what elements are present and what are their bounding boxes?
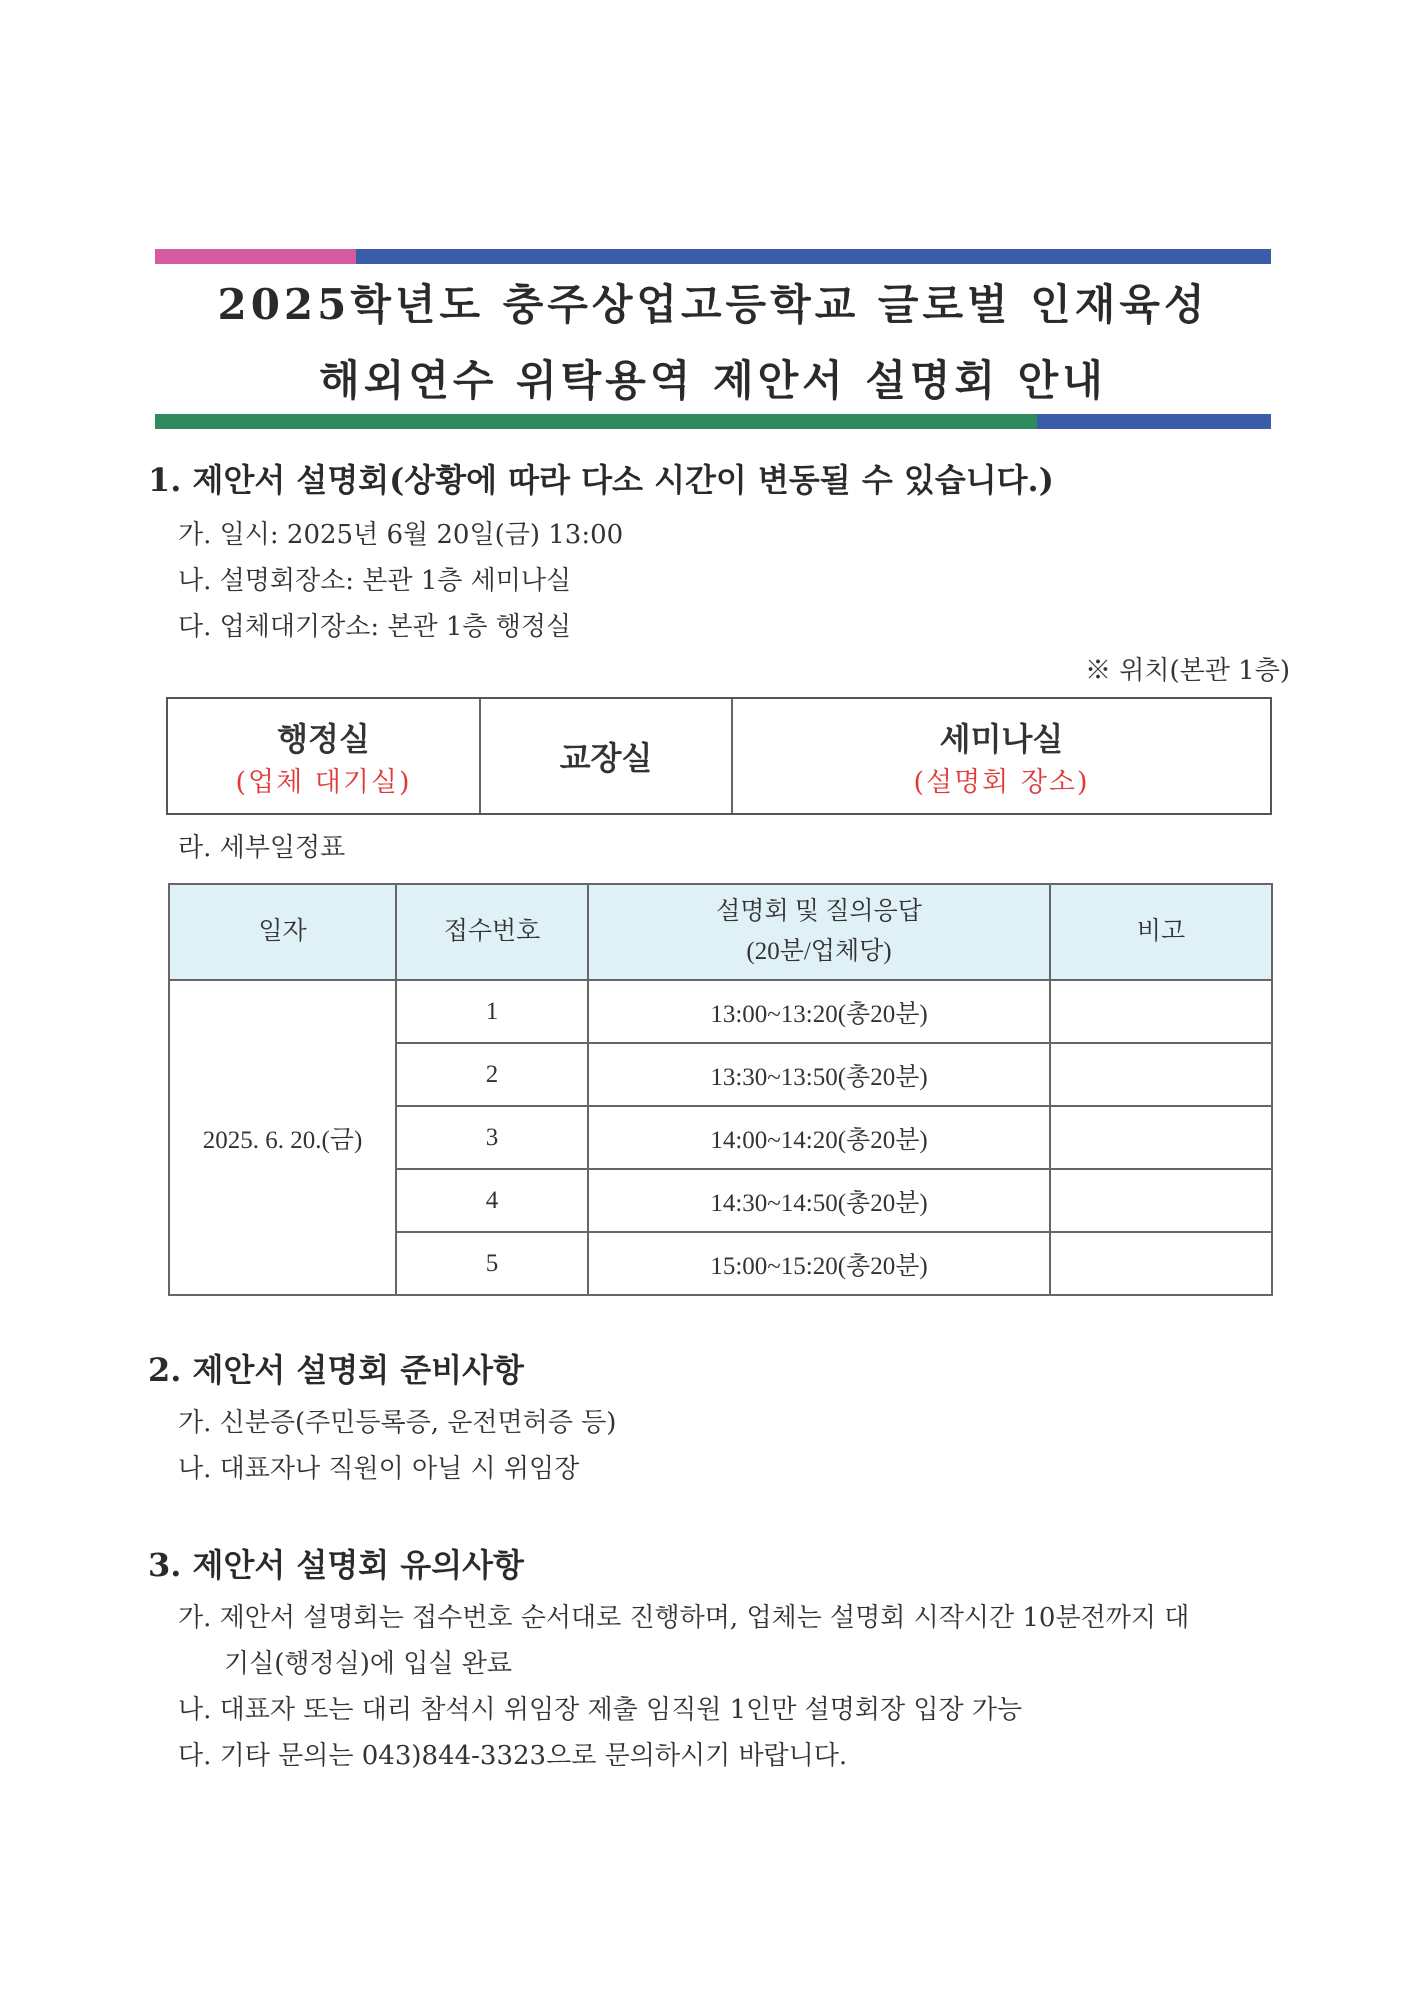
section-1-heading: 1. 제안서 설명회(상황에 따라 다소 시간이 변동될 수 있습니다.) xyxy=(148,461,1054,499)
title-line-1: 2025학년도 충주상업고등학교 글로벌 인재육성 xyxy=(217,280,1209,329)
room-admin-office xyxy=(168,699,481,813)
cell-time: 14:30~14:50(총20분) xyxy=(588,1169,1050,1232)
cell-time: 13:30~13:50(총20분) xyxy=(588,1043,1050,1106)
section-3-item-order-cont: 기실(행정실)에 입실 완료 xyxy=(224,1649,512,1679)
bar-segment-blue xyxy=(356,249,1271,264)
room-principal-office xyxy=(481,699,733,813)
room-seminar xyxy=(733,699,1270,813)
schedule-label: 라. 세부일정표 xyxy=(178,833,346,863)
cell-number: 2 xyxy=(396,1043,588,1106)
bar-segment-green xyxy=(155,414,1037,429)
section-2-item-id: 가. 신분증(주민등록증, 운전면허증 등) xyxy=(178,1408,617,1438)
cell-time: 15:00~15:20(총20분) xyxy=(588,1232,1050,1295)
cell-remarks xyxy=(1050,980,1272,1043)
section-3-item-order: 가. 제안서 설명회는 접수번호 순서대로 진행하며, 업체는 설명회 시작시간 10분전까지 대 xyxy=(178,1603,1190,1633)
header-number: 접수번호 xyxy=(396,884,588,980)
section-2-heading: 2. 제안서 설명회 준비사항 xyxy=(148,1351,524,1389)
room-sub: (설명회 장소) xyxy=(913,766,1090,798)
room-sub: (업체 대기실) xyxy=(235,766,412,798)
cell-number: 1 xyxy=(396,980,588,1043)
title-bar-top xyxy=(155,249,1271,264)
bar-segment-pink xyxy=(155,249,356,264)
cell-time: 13:00~13:20(총20분) xyxy=(588,980,1050,1043)
room-name: 행정실 xyxy=(277,719,370,758)
room-name: 교장실 xyxy=(559,739,653,777)
section-3-heading: 3. 제안서 설명회 유의사항 xyxy=(148,1546,524,1584)
cell-date: 2025. 6. 20.(금) xyxy=(169,980,396,1295)
section-3-item-attendance: 나. 대표자 또는 대리 참석시 위임장 제출 임직원 1인만 설명회장 입장 가능 xyxy=(178,1695,1023,1725)
location-note: ※ 위치(본관 1층) xyxy=(1085,656,1290,686)
header-session-sub: (20분/업체당) xyxy=(746,938,892,965)
cell-number: 4 xyxy=(396,1169,588,1232)
cell-remarks xyxy=(1050,1043,1272,1106)
section-3-item-contact: 다. 기타 문의는 043)844-3323으로 문의하시기 바랍니다. xyxy=(178,1741,848,1771)
header-session xyxy=(588,884,1050,980)
section-1-item-waiting: 다. 업체대기장소: 본관 1층 행정실 xyxy=(178,612,572,642)
cell-number: 5 xyxy=(396,1232,588,1295)
header-session-title: 설명회 및 질의응답 xyxy=(716,898,922,925)
bar-segment-blue xyxy=(1037,414,1271,429)
cell-time: 14:00~14:20(총20분) xyxy=(588,1106,1050,1169)
cell-remarks xyxy=(1050,1169,1272,1232)
header-remarks: 비고 xyxy=(1050,884,1272,980)
section-1-item-date: 가. 일시: 2025년 6월 20일(금) 13:00 xyxy=(178,520,624,550)
room-name: 세미나실 xyxy=(939,719,1064,758)
schedule-table xyxy=(168,883,1273,1296)
title-bar-bottom xyxy=(155,414,1271,429)
cell-remarks xyxy=(1050,1232,1272,1295)
title-line-2: 해외연수 위탁용역 제안서 설명회 안내 xyxy=(319,356,1107,405)
header-date: 일자 xyxy=(169,884,396,980)
table-header-row xyxy=(169,884,1272,980)
cell-number: 3 xyxy=(396,1106,588,1169)
table-row xyxy=(169,980,1272,1043)
section-1-item-venue: 나. 설명회장소: 본관 1층 세미나실 xyxy=(178,566,572,596)
cell-remarks xyxy=(1050,1106,1272,1169)
section-2-item-proxy: 나. 대표자나 직원이 아닐 시 위임장 xyxy=(178,1454,580,1484)
floor-location-box xyxy=(166,697,1272,815)
